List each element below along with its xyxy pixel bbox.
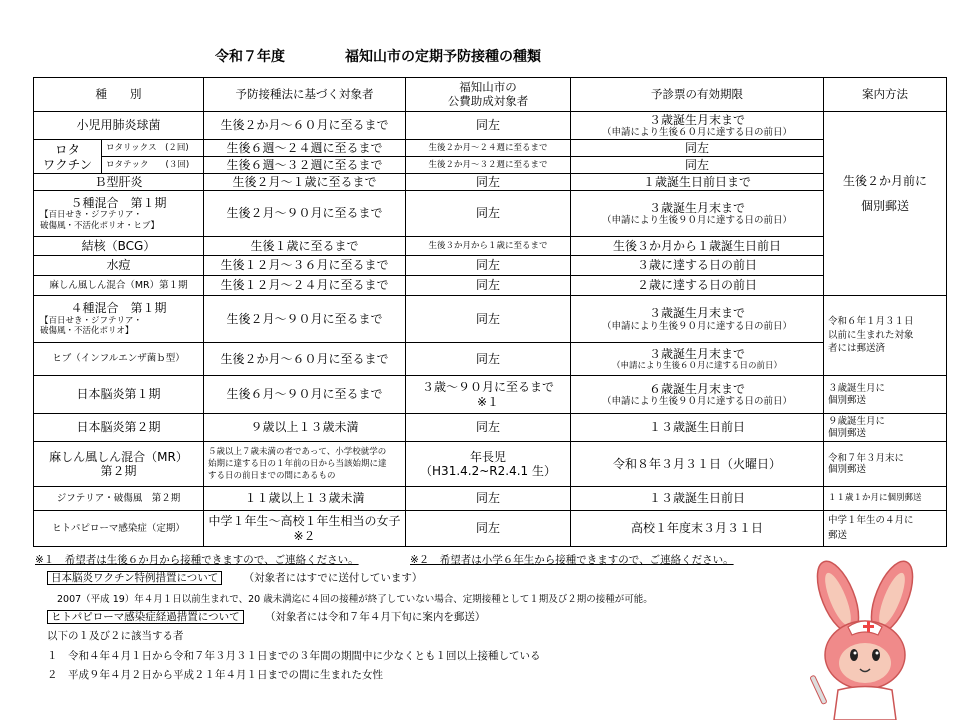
vaccine-name: 日本脳炎第１期 (34, 376, 204, 414)
law-target: 生後２か月～６０月に至るまで (204, 343, 406, 376)
law-target: 生後２月～９０月に至るまで (204, 191, 406, 237)
guide-je2: ９歳誕生月に 個別郵送 (824, 414, 947, 442)
nurse-uniform (834, 687, 896, 720)
je-special-heading (47, 570, 422, 585)
city-target: 同左 (406, 191, 571, 237)
law-target: 生後６月～９０月に至るまで (204, 376, 406, 414)
title-year: 令和７年度 (215, 49, 285, 65)
law-target-note: ※２ (293, 528, 316, 543)
validity (571, 376, 824, 414)
table-row (34, 487, 947, 511)
validity (571, 343, 824, 376)
validity-main: ３歳誕生月末まで (648, 306, 745, 321)
table-row (34, 276, 947, 296)
vaccine-name-cell (34, 296, 204, 343)
law-target: 生後１２月～２４月に至るまで (204, 276, 406, 296)
hpv-catchup-note: （対象者には令和７年４月下旬に案内を郵送） (264, 611, 486, 623)
vaccine-name: ジフテリア・破傷風 第２期 (34, 487, 204, 511)
vaccine-name-cell (34, 191, 204, 237)
validity: ３歳に達する日の前日 (571, 256, 824, 276)
header-validity: 予診票の有効期限 (571, 78, 824, 112)
validity (571, 191, 824, 237)
validity: ２歳に達する日の前日 (571, 276, 824, 296)
guide-mr2: 令和７年３月末に 個別郵送 (824, 442, 947, 487)
city-target: 同左 (406, 414, 571, 442)
validity: 令和８年３月３１日（火曜日） (571, 442, 824, 487)
header-guide: 案内方法 (824, 78, 947, 112)
table-row (34, 237, 947, 256)
vaccine-name: 水痘 (34, 256, 204, 276)
law-target: ９歳以上１３歳未満 (204, 414, 406, 442)
vaccine-name: ５種混合 第１期 (70, 195, 167, 210)
city-target-main: ３歳～９０月に至るまで (421, 380, 554, 395)
validity: １３歳誕生日前日 (571, 487, 824, 511)
city-target-note: （H31.4.2~R2.4.1 生） (420, 464, 556, 478)
hpv-condition-2: ２ 平成９年４月２日から平成２１年４月１日までの間に生まれた女性 (47, 669, 383, 681)
right-eye (872, 649, 880, 661)
law-target (204, 511, 406, 547)
vaccine-components: 【百日せき・ジフテリア・ 破傷風・不活化ポリオ・ヒブ】 (40, 210, 160, 231)
vaccine-name: ４種混合 第１期 (70, 301, 167, 316)
guide-je1: ３歳誕生月に 個別郵送 (824, 376, 947, 414)
law-target: 生後１２月～３６月に至るまで (204, 256, 406, 276)
left-eye (850, 649, 858, 661)
validity-main: ３歳誕生月末まで (648, 200, 745, 215)
hpv-condition-intro: 以下の１及び２に該当する者 (47, 630, 184, 642)
je-special-text: 2007（平成 19）年４月１日以前生まれで、20 歳未満迄に４回の接種が終了していない場合、定期接種として１期及び２期の接種が可能。 (57, 594, 653, 605)
title-main: 福知山市の定期予防接種の種類 (345, 49, 541, 65)
hpv-catchup-box: ヒトパピローマ感染症経過措置について (47, 610, 244, 624)
validity-main: ３歳誕生月末まで (648, 346, 745, 361)
je-special-note: （対象者にはすでに送付しています） (243, 572, 423, 584)
vaccine-components: 【百日せき・ジフテリア・ 破傷風・不活化ポリオ】 (40, 315, 143, 337)
law-target: 生後６週～３２週に至るまで (204, 157, 406, 174)
note-1: ※１ 希望者は生後６か月から接種できますので、ご連絡ください。 (35, 554, 359, 566)
table-row (34, 511, 947, 547)
city-target: 同左 (406, 511, 571, 547)
city-target: 生後２か月～２４週に至るまで (406, 140, 571, 157)
guide-hpv: 中学１年生の４月に 郵送 (824, 511, 947, 547)
law-target: 生後６週～２４週に至るまで (204, 140, 406, 157)
hpv-condition-1: １ 令和４年４月１日から令和７年３月３１日までの３年間の期間中に少なくとも１回以上接種している (47, 650, 541, 662)
validity: １３歳誕生日前日 (571, 414, 824, 442)
vaccine-name: 麻しん風しん混合（MR） 第２期 (34, 442, 204, 487)
city-target-main: 年長児 (469, 449, 506, 464)
note-2: ※２ 希望者は小学６年生から接種できますので、ご連絡ください。 (410, 554, 734, 566)
validity (571, 296, 824, 343)
validity-note: （申請により生後９０月に達する日の前日） (601, 396, 792, 407)
city-target: 生後３か月から１歳に至るまで (406, 237, 571, 256)
header-city-target: 福知山市の 公費助成対象者 (406, 78, 571, 112)
table-row (34, 442, 947, 487)
city-target: 同左 (406, 276, 571, 296)
syringe-icon (810, 675, 827, 704)
header-type: 種 別 (34, 78, 204, 112)
header-law-target: 予防接種法に基づく対象者 (204, 78, 406, 112)
table-row (34, 296, 947, 343)
hpv-catchup-heading (47, 609, 485, 624)
vaccine-name: 結核（BCG） (34, 237, 204, 256)
guide-four-hib: 令和６年１月３１日 以前に生まれた対象 者には郵送済 (824, 296, 947, 376)
vaccine-name: Ｂ型肝炎 (34, 174, 204, 191)
validity: １歳誕生日前日まで (571, 174, 824, 191)
validity: 同左 (571, 140, 824, 157)
city-target: 同左 (406, 343, 571, 376)
table-row (34, 256, 947, 276)
validity: 高校１年度末３月３１日 (571, 511, 824, 547)
guide-empty (824, 276, 947, 296)
je-special-box: 日本脳炎ワクチン特例措置について (47, 571, 222, 585)
validity-note: （申請により生後９０月に達する日の前日） (601, 320, 792, 332)
city-target: 同左 (406, 174, 571, 191)
rabbit-face (839, 643, 891, 683)
city-target: 生後２か月～３２週に至るまで (406, 157, 571, 174)
city-target: 同左 (406, 487, 571, 511)
guide-dt2: １１歳１か月に個別郵送 (824, 487, 947, 511)
table-row (34, 414, 947, 442)
city-target (406, 442, 571, 487)
city-target-note: ※１ (476, 394, 500, 409)
table-row (34, 112, 947, 140)
vaccine-name: 麻しん風しん混合（MR）第１期 (34, 276, 204, 296)
table-row (34, 343, 947, 376)
vaccine-table (33, 77, 947, 547)
vaccine-name: ロタ ワクチン (34, 140, 102, 174)
guide-general (824, 112, 947, 276)
validity-note: （申請により生後９０月に達する日の前日） (601, 215, 792, 226)
validity-note: （申請により生後６０月に達する日の前日） (611, 361, 782, 372)
validity: 生後３か月から１歳誕生日前日 (571, 237, 824, 256)
city-target: 同左 (406, 296, 571, 343)
table-row (34, 157, 947, 174)
validity: 同左 (571, 157, 824, 174)
law-target: 生後２月～９０月に至るまで (204, 296, 406, 343)
validity-note: （申請により生後６０月に達する日の前日） (601, 127, 792, 138)
guide-main-line2: 個別郵送 (860, 198, 909, 213)
law-target: 生後１歳に至るまで (204, 237, 406, 256)
vaccine-name: ヒブ（インフルエンザ菌ｂ型） (34, 343, 204, 376)
law-target-main: 中学１年生～高校１年生相当の女子 (208, 514, 401, 529)
law-target: ５歳以上７歳未満の者であって、小学校就学の 始期に達する日の１年前の日から当該始期に達 する日の前日までの間にあるもの (204, 442, 406, 487)
table-row (34, 191, 947, 237)
table-row (34, 140, 947, 157)
guide-main-line1: 生後２か月前に (842, 174, 927, 189)
vaccine-subtype: ロタリックス (２回) (102, 140, 204, 157)
law-target: 生後２か月～６０月に至るまで (204, 112, 406, 140)
law-target: １１歳以上１３歳未満 (204, 487, 406, 511)
city-target: 同左 (406, 112, 571, 140)
validity (571, 112, 824, 140)
rabbit-nurse-mascot (800, 555, 930, 720)
vaccine-subtype: ロタテック (３回) (102, 157, 204, 174)
table-row (34, 174, 947, 191)
city-target: 同左 (406, 256, 571, 276)
vaccine-name: 小児用肺炎球菌 (34, 112, 204, 140)
vaccine-name: ヒトパピローマ感染症（定期） (34, 511, 204, 547)
table-row (34, 376, 947, 414)
validity-main: ３歳誕生月末まで (648, 112, 745, 127)
city-target (406, 376, 571, 414)
law-target: 生後２月～１歳に至るまで (204, 174, 406, 191)
table-header-row (34, 78, 947, 112)
validity-main: ６歳誕生月末まで (648, 381, 745, 396)
vaccine-name: 日本脳炎第２期 (34, 414, 204, 442)
